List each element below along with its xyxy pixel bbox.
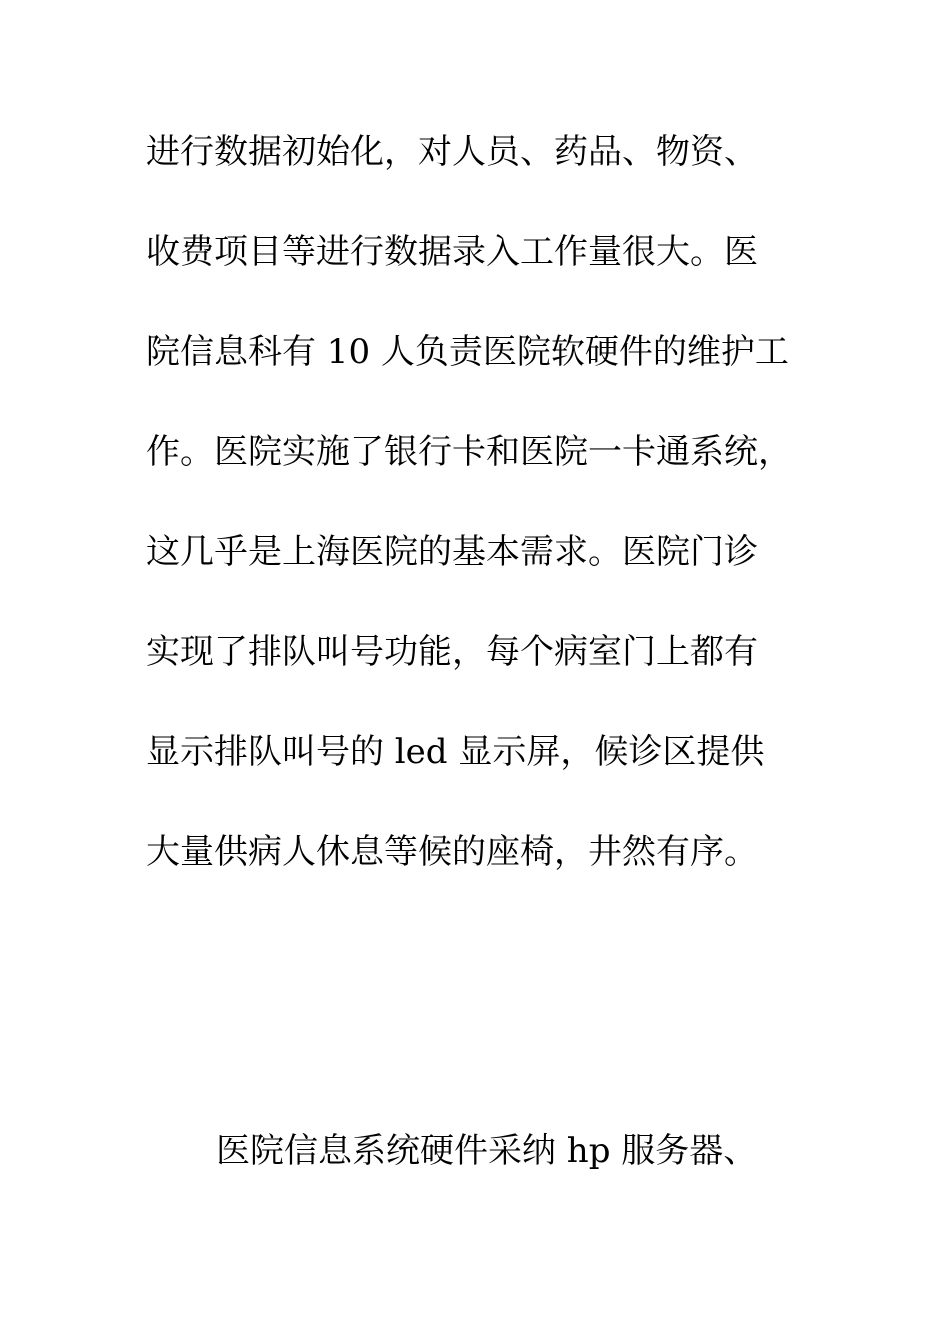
paragraph-1-line-7: 显示排队叫号的 led 显示屏，候诊区提供 (146, 732, 765, 772)
paragraph-2-line-1: 医院信息系统硬件采纳 hp 服务器、 (216, 1131, 758, 1171)
paragraph-1-line-1: 进行数据初始化，对人员、药品、物资、 (146, 132, 758, 172)
paragraph-1-line-6: 实现了排队叫号功能，每个病室门上都有 (146, 632, 758, 672)
paragraph-1-line-4: 作。医院实施了银行卡和医院一卡通系统， (146, 432, 792, 472)
paragraph-1-line-8: 大量供病人休息等候的座椅，井然有序。 (146, 832, 758, 872)
paragraph-1-line-2: 收费项目等进行数据录入工作量很大。医 (146, 232, 758, 272)
paragraph-1-line-3: 院信息科有 10 人负责医院软硬件的维护工 (146, 332, 789, 372)
paragraph-1-line-5: 这几乎是上海医院的基本需求。医院门诊 (146, 532, 758, 572)
